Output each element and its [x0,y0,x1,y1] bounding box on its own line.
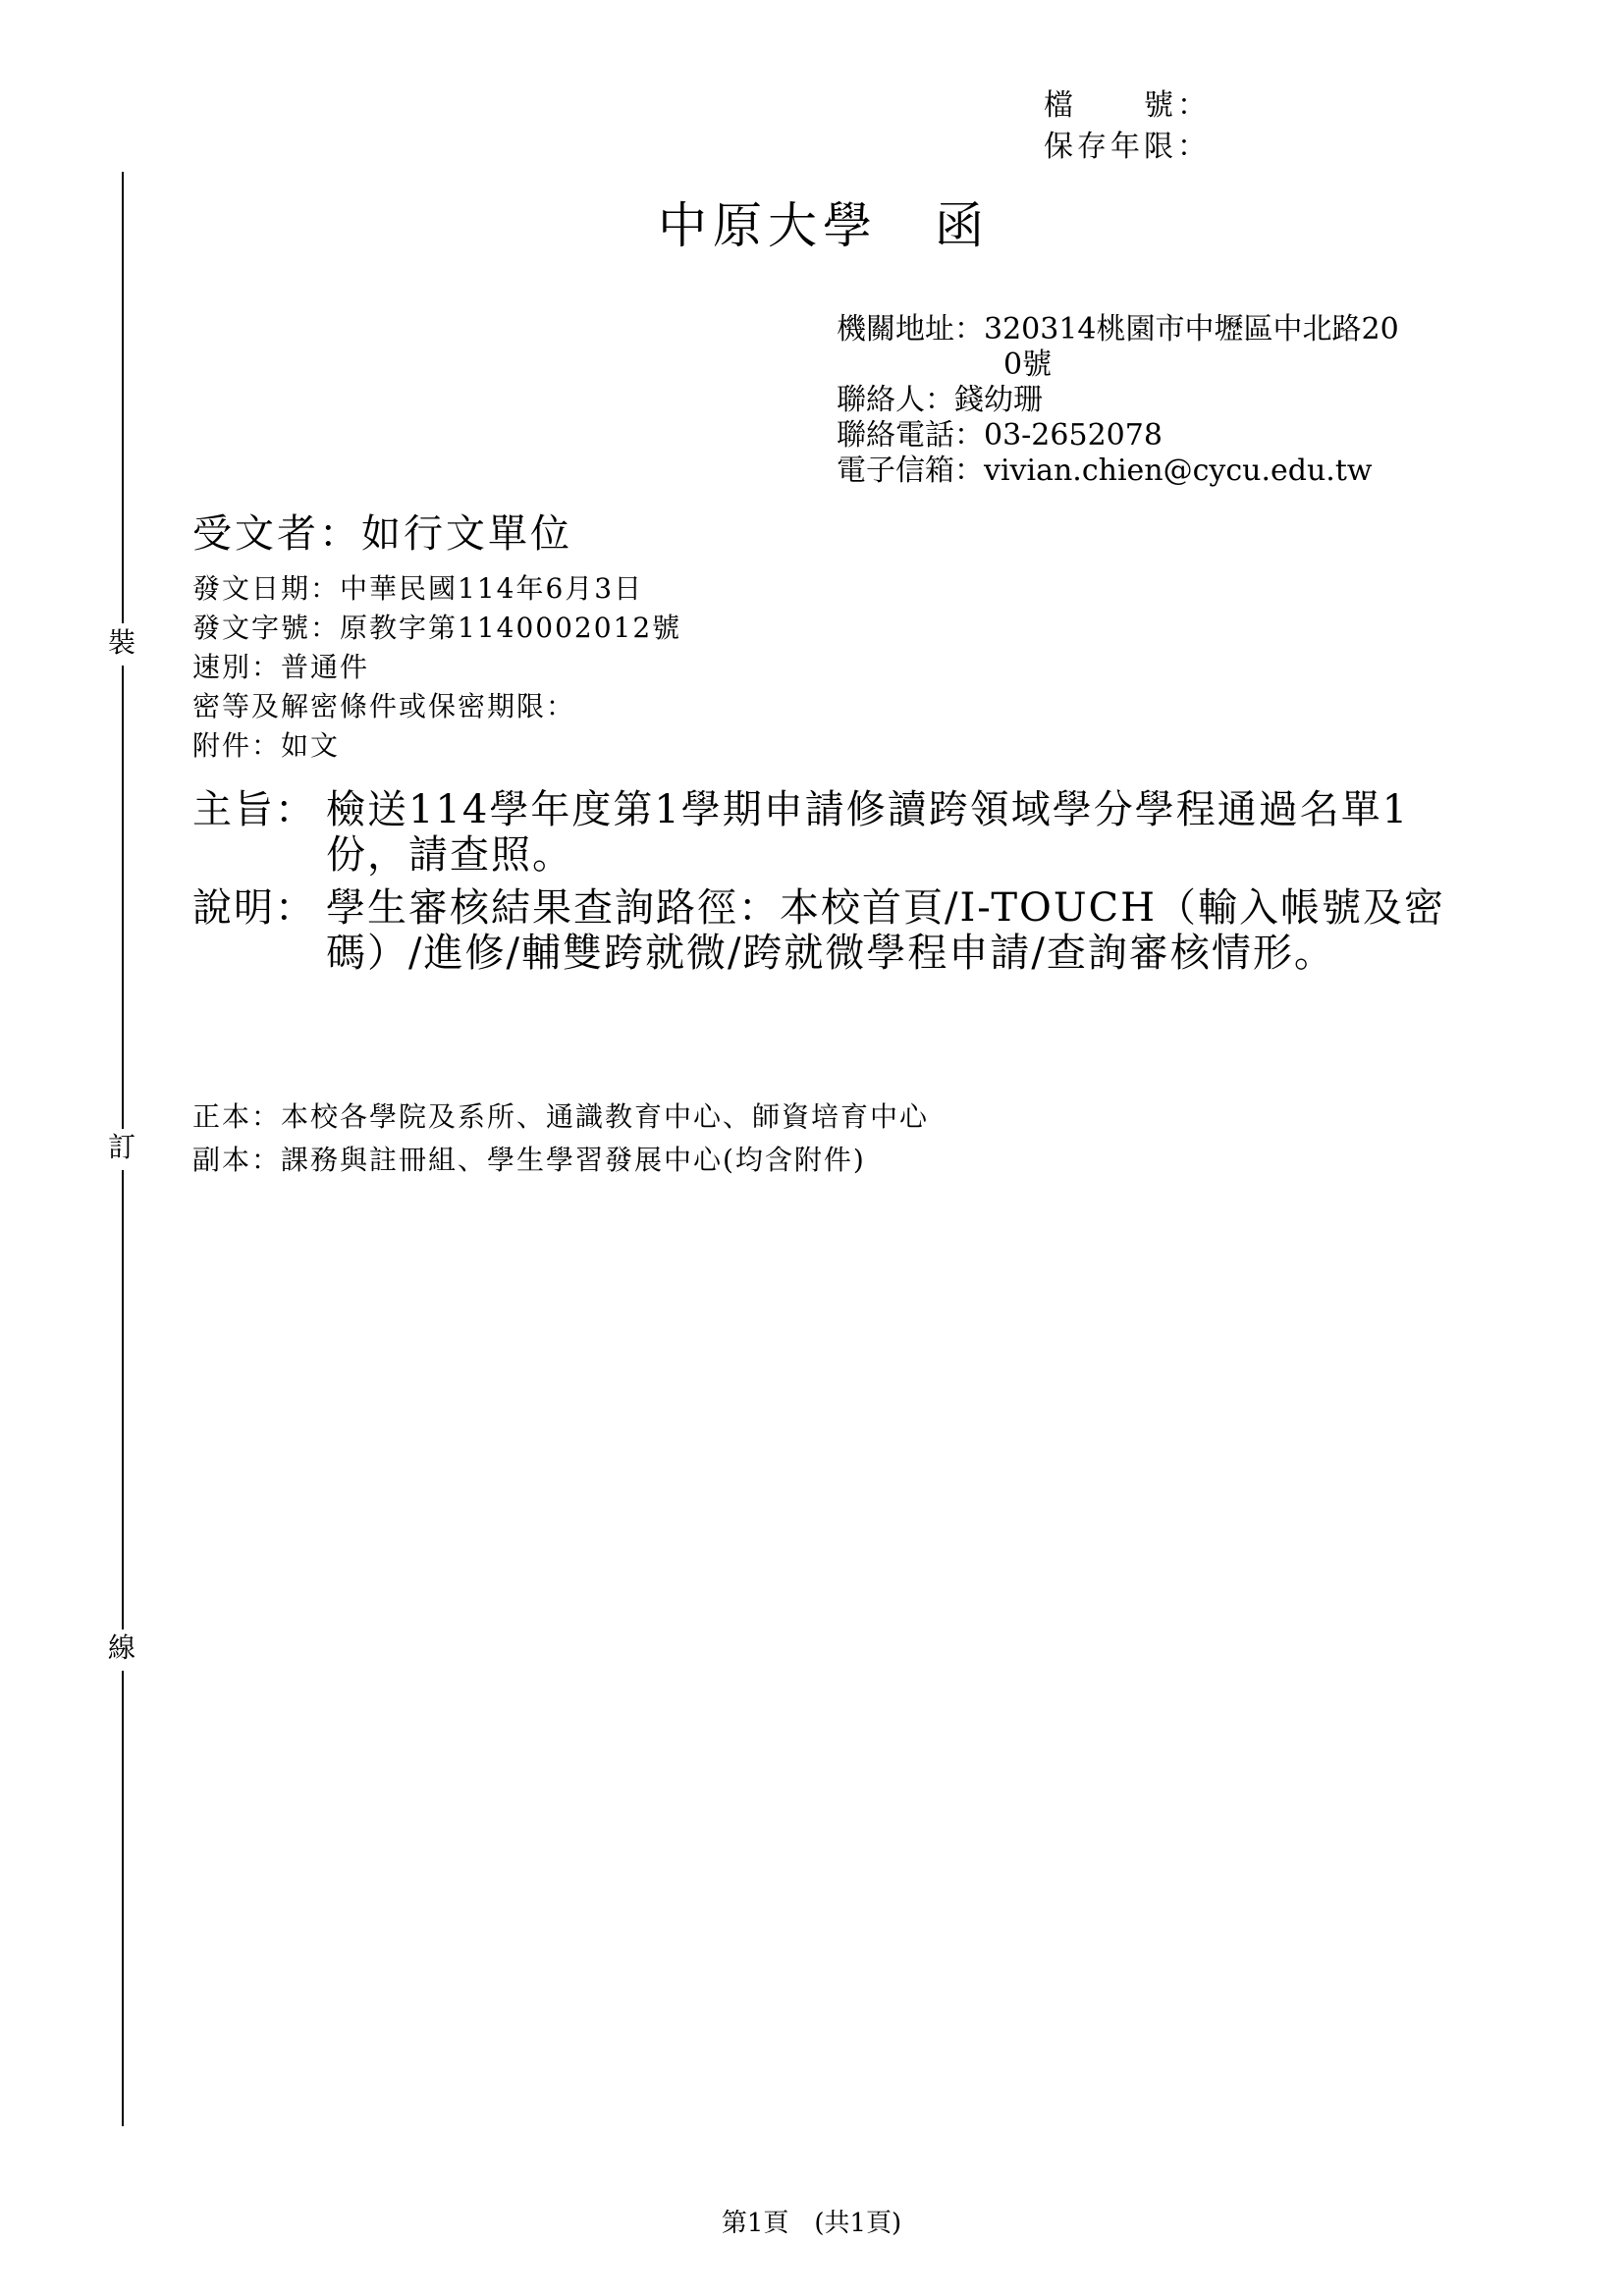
delivery-speed: 速別：普通件 [192,651,370,683]
subject-text: 檢送114學年度第1學期申請修讀跨領域學分學程通過名單1份，請查照。 [326,787,1410,878]
file-number-label: 檔 號： [1044,88,1211,123]
title-org: 中原大學 [658,197,878,254]
explanation-section [192,885,1469,1023]
subject-label: 主旨： [192,787,316,832]
contact-address-line1: 機關地址：320314桃園市中壢區中北路20 [837,312,1399,347]
binding-line-segment [122,1170,124,1629]
binding-char-xian: 線 [108,1631,136,1664]
copy-recipients: 副本：課務與註冊組、學生學習發展中心(均含附件) [192,1144,866,1176]
binding-line-segment [122,172,124,623]
binding-char-ding: 訂 [108,1131,136,1163]
contact-email: 電子信箱：vivian.chien@cycu.edu.tw [837,454,1373,488]
binding-line-segment [122,666,124,1129]
title-type: 函 [935,197,990,254]
contact-person: 聯絡人：錢幼珊 [837,383,1043,417]
document-title [658,187,990,257]
page-footer: 第1頁 (共1頁) [721,2209,902,2238]
attachment: 附件：如文 [192,729,341,762]
document-number: 發文字號：原教字第1140002012號 [192,612,682,644]
binding-line-segment [122,1671,124,2126]
explanation-label: 說明： [192,885,316,931]
original-recipients: 正本：本校各學院及系所、通識教育中心、師資培育中心 [192,1100,930,1133]
secrecy-level: 密等及解密條件或保密期限： [192,690,576,722]
contact-phone: 聯絡電話：03-2652078 [837,418,1163,453]
retention-period-label: 保存年限： [1044,130,1211,164]
subject-section [192,787,1469,881]
issue-date: 發文日期：中華民國114年6月3日 [192,572,644,605]
contact-address-line2: 0號 [1003,347,1053,382]
explanation-text: 學生審核結果查詢路徑：本校首頁/I-TOUCH（輸入帳號及密碼）/進修/輔雙跨就微/跨就微學程申請/查詢審核情形。 [326,885,1446,976]
recipient: 受文者：如行文單位 [192,511,572,557]
binding-char-zhuang: 裝 [108,626,136,659]
